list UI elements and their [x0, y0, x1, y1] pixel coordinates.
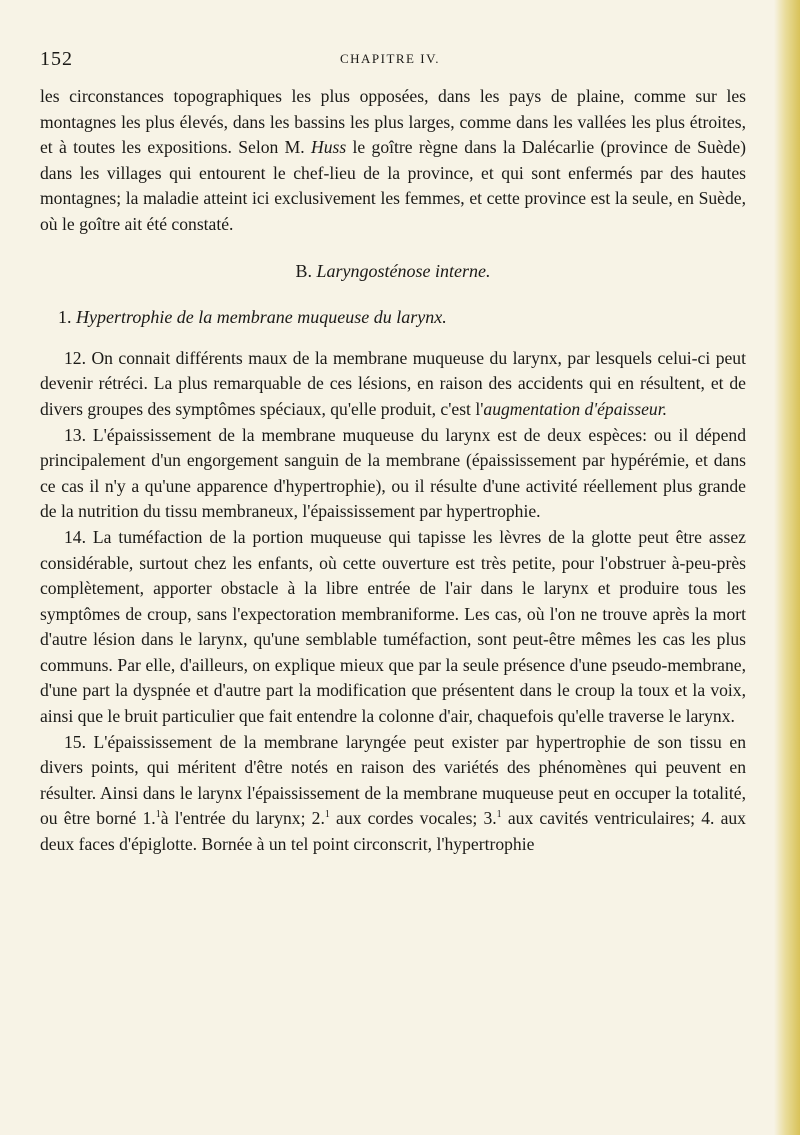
paragraph-15: 15. L'épaississement de la membrane laryngée peut exister par hypertrophie de son tissu en divers points, qui méritent d'être notés en raison des variétés des phénomènes qui peuvent en résulter. Ainsi dans le larynx l'épaississement de la membrane muqueuse peut en occuper la totalité, ou être borné 1.$^1$à l'entrée du larynx; 2.$^1$ aux cordes vocales; 3.$^1$ aux cavités ventriculaires; 4. aux deux faces d'épiglotte. Bornée à un tel point circonscrit, l'hypertrophie	[40, 731, 746, 855]
page-header	[40, 48, 740, 72]
section-heading: B. Laryngosténose interne.	[295, 260, 491, 281]
paragraph-14: 14. La tuméfaction de la portion muqueuse qui tapisse les lèvres de la glotte peut être assez considérable, surtout chez les enfants, où cette ouverture est très petite, pour l'obstruer à-peu-près complètement, apporter obstacle à la libre entrée de l'air dans le larynx et produire tous les symptômes de croup, sans l'expectoration membraniforme. Les cas, où l'on ne trouve après la mort d'autre lésion dans le larynx, qu'une semblable tuméfaction, sont peut-être mêmes les cas les plus communs. Par elle, d'ailleurs, on explique mieux que par la seule présence d'une pseudo-membrane, d'une part la dyspnée et d'autre part la modification que présentent dans le croup la toux et la voix, ainsi que le bruit particulier que fait entendre la colonne d'air, chaquefois qu'elle traverse le larynx.	[40, 526, 746, 727]
page-number: 152	[40, 48, 73, 70]
page-edge	[774, 0, 800, 1135]
subsection-heading: 1. Hypertrophie de la membrane muqueuse du larynx.	[58, 307, 447, 328]
page-body	[40, 84, 746, 858]
paragraph-12: 12. On connait différents maux de la membrane muqueuse du larynx, par lesquels celui-ci peut devenir rétréci. La plus remarquable de ces lésions, en raison des accidents qui en résultent, et de divers groupes des symptômes spéciaux, qu'elle produit, c'est l'augmentation d'épaisseur.	[40, 347, 746, 419]
running-head: CHAPITRE IV.	[339, 51, 441, 66]
author-name: Huss	[311, 137, 347, 158]
paragraph-continuation: les circonstances topographiques les plus opposées, dans les pays de plaine, comme sur les montagnes les plus élevés, dans les bassins les plus larges, comme dans les vallées les plus étroites, et à toutes les expositions. Selon M. Huss le goître règne dans la Dalécarlie (province de Suède) dans les villages qui entourent le chef-lieu de la province, et qui sont enfermés par des hautes montagnes; la maladie atteint ici exclusivement les femmes, et cette province est la seule, en Suède, où le goître ait été constaté.	[40, 86, 746, 234]
paragraph-13: 13. L'épaississement de la membrane muqueuse du larynx est de deux espèces: ou il dépend principalement d'un engorgement sanguin de la membrane (épaississement par hypérémie, et dans ce cas il n'y a qu'une apparence d'hypertrophie), ou il résulte d'une activité réellement plus grande de la nutrition du tissu membraneux, l'épaississement par hypertrophie.	[40, 424, 746, 522]
